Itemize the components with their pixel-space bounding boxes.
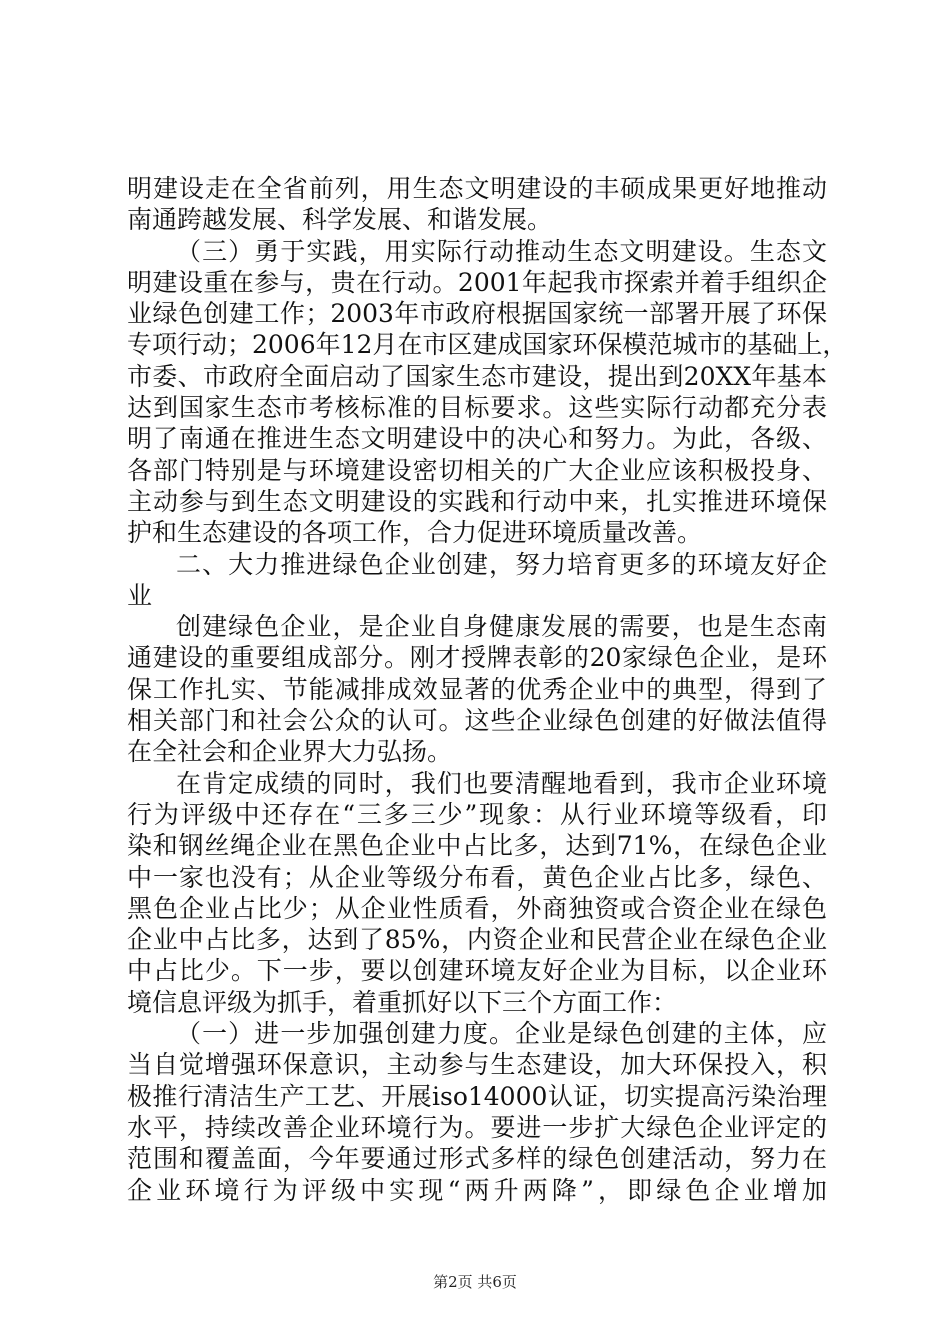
text-line: 护和生态建设的各项工作，合力促进环境质量改善。 <box>127 518 703 548</box>
text-line: 中一家也没有；从企业等级分布看，黄色企业占比多，绿色、 <box>127 862 827 892</box>
text-line: 范围和覆盖面，今年要通过形式多样的绿色创建活动，努力在 <box>127 1144 827 1174</box>
text-line: 明了南通在推进生态文明建设中的决心和努力。为此，各级、 <box>127 424 827 454</box>
text-line: 达到国家生态市考核标准的目标要求。这些实际行动都充分表 <box>127 393 827 423</box>
paragraph-start: （三）勇于实践，用实际行动推动生态文明建设。生态文 <box>176 236 827 266</box>
paragraph-start: （一）进一步加强创建力度。企业是绿色创建的主体，应 <box>176 1019 827 1049</box>
page-number-footer: 第2页 共6页 <box>433 1273 517 1291</box>
text-line: 中占比少。下一步，要以创建环境友好企业为目标，以企业环 <box>127 956 827 986</box>
text-line: 染和钢丝绳企业在黑色企业中占比多，达到71%，在绿色企业 <box>127 831 827 861</box>
text-line: 市委、市政府全面启动了国家生态市建设，提出到20XX年基本 <box>127 361 827 391</box>
section-heading: 二、大力推进绿色企业创建，努力培育更多的环境友好企 <box>176 549 827 579</box>
text-line: 明建设走在全省前列，用生态文明建设的丰硕成果更好地推动 <box>127 174 827 203</box>
text-line: 境信息评级为抓手，着重抓好以下三个方面工作： <box>127 987 678 1017</box>
text-line: 黑色企业占比少；从企业性质看，外商独资或合资企业在绿色 <box>127 893 827 923</box>
text-line: 各部门特别是与环境建设密切相关的广大企业应该积极投身、 <box>127 455 827 485</box>
text-line: 明建设重在参与，贵在行动。2001年起我市探索并着手组织企 <box>127 267 827 297</box>
text-line: 在全社会和企业界大力弘扬。 <box>127 737 453 767</box>
text-line: 水平，持续改善企业环境行为。要进一步扩大绿色企业评定的 <box>127 1112 827 1142</box>
text-line: 当自觉增强环保意识，主动参与生态建设，加大环保投入，积 <box>127 1050 827 1080</box>
text-line: 业绿色创建工作；2003年市政府根据国家统一部署开展了环保 <box>127 299 827 329</box>
body-text <box>127 173 848 1206</box>
text-line: 相关部门和社会公众的认可。这些企业绿色创建的好做法值得 <box>127 706 827 736</box>
text-line: 专项行动；2006年12月在市区建成国家环保模范城市的基础上， <box>127 330 848 360</box>
text-line: 行为评级中还存在“三多三少”现象：从行业环境等级看，印 <box>127 799 827 829</box>
paragraph-start: 创建绿色企业，是企业自身健康发展的需要，也是生态南 <box>176 612 827 642</box>
text-line: 极推行清洁生产工艺、开展iso14000认证，切实提高污染治理 <box>127 1081 827 1111</box>
text-line: 通建设的重要组成部分。刚才授牌表彰的20家绿色企业，是环 <box>127 643 827 673</box>
paragraph-start: 在肯定成绩的同时，我们也要清醒地看到，我市企业环境 <box>176 768 827 798</box>
text-line: 保工作扎实、节能减排成效显著的优秀企业中的典型，得到了 <box>127 674 827 704</box>
text-line: 企业环境行为评级中实现“两升两降”，即绿色企业增加 <box>127 1175 827 1205</box>
text-line: 主动参与到生态文明建设的实践和行动中来，扎实推进环境保 <box>127 486 827 516</box>
text-line: 企业中占比多，达到了85%，内资企业和民营企业在绿色企业 <box>127 925 827 955</box>
section-heading-continued: 业 <box>127 580 153 610</box>
text-line: 南通跨越发展、科学发展、和谐发展。 <box>127 205 553 235</box>
